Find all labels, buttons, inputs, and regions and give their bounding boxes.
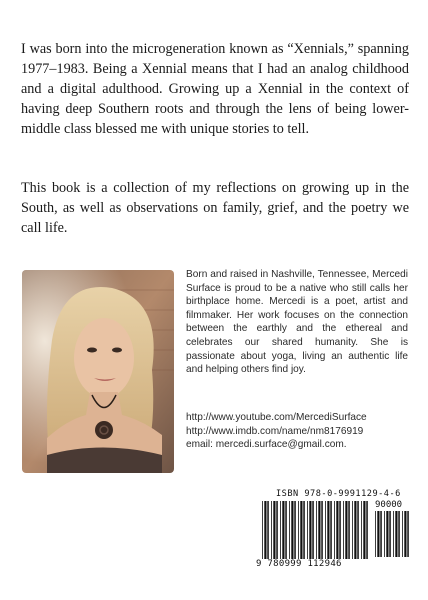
barcode-bar bbox=[339, 501, 341, 559]
barcode-bar bbox=[316, 501, 317, 559]
barcode-bar bbox=[264, 501, 266, 559]
barcode-bar bbox=[380, 511, 382, 557]
barcode-bar bbox=[321, 501, 323, 559]
author-bio: Born and raised in Nashville, Tennessee, Mercedi Surface is proud to be a native who still calls her birthplace home. Mercedi is a poet, artist and filmmaker. Her work focuses on the connection between the earthly and the ethereal and celebrates our shared humanity. She is passionate about yoga, living an authentic life and helping others find joy. bbox=[186, 269, 408, 376]
barcode-bar bbox=[291, 501, 293, 559]
barcode-bar bbox=[352, 501, 353, 559]
barcode-bar bbox=[363, 501, 365, 559]
barcode-bar bbox=[303, 501, 305, 559]
barcode-bar bbox=[336, 501, 338, 559]
isbn-label: ISBN 978-0-9991129-4-6 bbox=[276, 489, 401, 499]
intro-paragraph-1: I was born into the microgeneration known as “Xennials,” spanning 1977–1983. Being a Xennial means that I had an analog childhood and a digital adulthood. Growing up a Xennial in the context of having deep Southern roots and through the lens of being lower-middle class blessed me with unique stories to tell. bbox=[21, 41, 409, 137]
barcode-bar bbox=[298, 501, 299, 559]
barcode-bar bbox=[271, 501, 272, 559]
author-links bbox=[186, 411, 408, 452]
barcode-bar bbox=[404, 511, 406, 557]
youtube-link[interactable]: http://www.youtube.com/MercediSurface bbox=[186, 412, 367, 423]
barcode-bar bbox=[384, 511, 385, 557]
barcode-bar bbox=[300, 501, 302, 559]
barcode-bar bbox=[377, 511, 379, 557]
barcode-bar bbox=[348, 501, 350, 559]
barcode-bar bbox=[273, 501, 275, 559]
barcode-bar bbox=[289, 501, 290, 559]
barcode-bar bbox=[345, 501, 347, 559]
barcode-bar bbox=[402, 511, 403, 557]
barcode-bar bbox=[327, 501, 329, 559]
intro-paragraph-2: This book is a collection of my reflections on growing up in the South, as well as observations on family, grief, and the poetry we call life. bbox=[21, 180, 409, 236]
barcode-bar bbox=[267, 501, 269, 559]
price-code: 90000 bbox=[375, 500, 403, 510]
author-photo bbox=[22, 270, 174, 473]
barcode-bar bbox=[307, 501, 308, 559]
barcode-bar bbox=[366, 501, 368, 559]
imdb-link[interactable]: http://www.imdb.com/name/nm8176919 bbox=[186, 425, 364, 437]
barcode-bar bbox=[389, 511, 391, 557]
barcode-bar bbox=[318, 501, 320, 559]
barcode-bar bbox=[395, 511, 397, 557]
barcode-bar bbox=[361, 501, 362, 559]
barcode-bar bbox=[386, 511, 388, 557]
barcode-bar bbox=[294, 501, 296, 559]
barcode-bar bbox=[393, 511, 394, 557]
barcode-bar bbox=[282, 501, 284, 559]
barcode-bar bbox=[262, 501, 263, 559]
email-link[interactable]: email: mercedi.surface@gmail.com. bbox=[186, 439, 347, 451]
barcode-bar bbox=[343, 501, 344, 559]
ean-digits: 9 780999 112946 bbox=[256, 559, 342, 569]
barcode-bar bbox=[285, 501, 287, 559]
barcode-bar bbox=[407, 511, 409, 557]
barcode-bar bbox=[309, 501, 311, 559]
isbn-barcode bbox=[254, 487, 416, 573]
barcode-bar bbox=[334, 501, 335, 559]
barcode-bar bbox=[354, 501, 356, 559]
barcode-bar bbox=[398, 511, 400, 557]
barcode-bar bbox=[325, 501, 326, 559]
barcode-bar bbox=[280, 501, 281, 559]
barcode-bar bbox=[375, 511, 376, 557]
barcode-bar bbox=[357, 501, 359, 559]
barcode-bar bbox=[312, 501, 314, 559]
barcode-bar bbox=[330, 501, 332, 559]
barcode-bar bbox=[276, 501, 278, 559]
